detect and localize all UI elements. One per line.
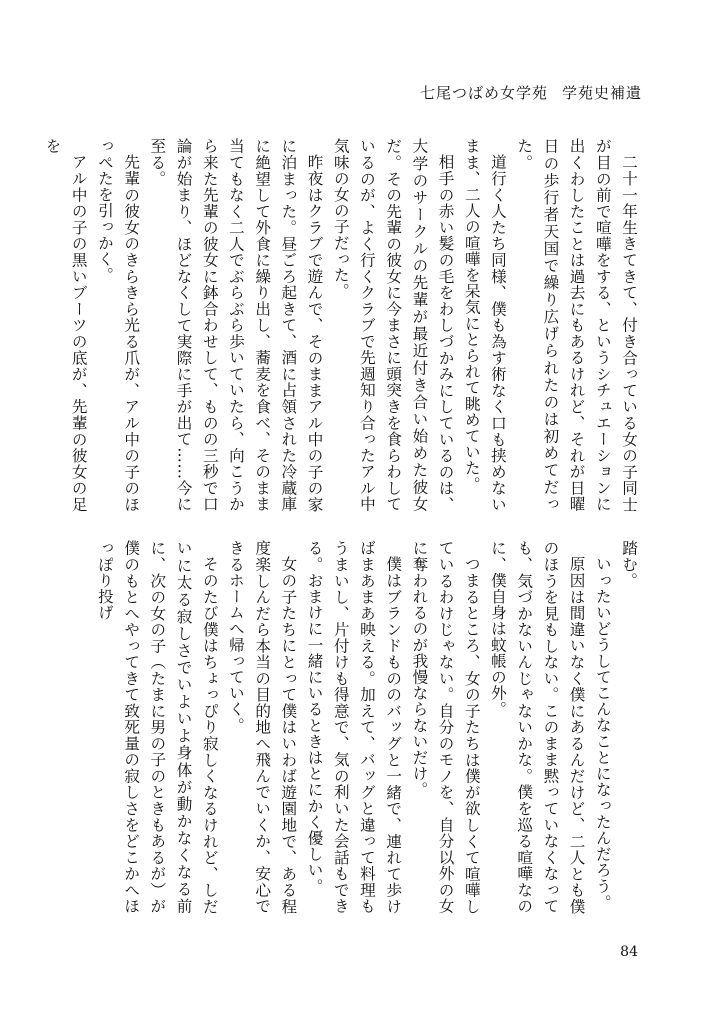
- paragraph: そのたび僕はちょっぴり寂しくなるけれど、しだいに太る寂しさでいよいよ身体が動かなくなる前に、次の女の子（たまに男の子のときもあるが）が僕のもとへやってきて致死量の寂しさをどこかへほっぽり投げ: [95, 540, 219, 914]
- header-author: 七尾つばめ女学苑: [419, 84, 548, 102]
- text-block-upper: [43, 138, 642, 512]
- paragraph: いったいどうしてこんなことになったんだろう。: [593, 555, 612, 910]
- page-number: 84: [620, 944, 638, 960]
- paragraph: 相手の赤い髪の毛をわしづかみにしているのは、大学のサークルの先輩が最近付き合い始めた彼女だ。その先輩の彼女に今まさに頭突きを食らわしているのが、よく行くクラブで先週知り合ったアル中気味の女の子だった。: [331, 138, 455, 512]
- paragraph: 僕はブランドもののバッグと一緒で、連れて歩けばまあまあ映える。加えて、バッグと違って料理もうまいし、片付けも得意で、気の利いた会話もできる。おまけに一緒にいるときはとにかく優しい。: [305, 540, 403, 914]
- paragraph: つまるところ、女の子たちは僕が欲しくて喧嘩しているわけじゃない。自分のモノを、自分以外の女に奪われるのが我慢ならないだけ。: [410, 540, 481, 914]
- paragraph-continuation: 踏む。: [620, 540, 638, 589]
- paragraph: 先輩の彼女のきらきら光る爪が、アル中の子のほっぺたを引っかく。: [95, 138, 141, 512]
- paragraph: 女の子たちにとって僕はいわば遊園地で、ある程度楽しんだら本当の目的地へ飛んでいくか、安心できるホームへ帰っていく。: [226, 540, 298, 914]
- paragraph: 原因は間違いなく僕にあるんだけど、二人とも僕のほうを見もしない。このまま黙っていなくなっても、気づかないんじゃないかな。僕を巡る喧嘩なのに、僕自身は蚊帳の外。: [488, 540, 586, 914]
- paragraph: 道行く人たち同様、僕も為す術なく口も挟めないまま、二人の喧嘩を呆気にとられて眺めていた。: [462, 138, 507, 512]
- header-title: 学苑史補遺: [561, 84, 642, 102]
- text-block-lower: [82, 540, 642, 914]
- paragraph: アル中の子の黒いブーツの底が、先輩の彼女の足を: [43, 138, 88, 512]
- paragraph: 昨夜はクラブで遊んで、そのままアル中の子の家に泊まった。昼ごろ起きて、酒に占領された冷蔵庫に絶望して外食に繰り出し、蕎麦を食べ、そのまま当てもなく二人でぶらぶら歩いていたら、向こうから来た先輩の彼女に鉢合わせして、ものの三秒で口論が始まり、ほどなくして実際に手が出て……今に至る。: [148, 138, 324, 512]
- paragraph: 二十一年生きてきて、付き合っている女の子同士が目の前で喧嘩をする、というシチュエーションに出くわしたことは過去にもあるけれど、それが日曜日の歩行者天国で繰り広げられたのは初めてだった。: [515, 138, 638, 512]
- running-header: [420, 82, 642, 103]
